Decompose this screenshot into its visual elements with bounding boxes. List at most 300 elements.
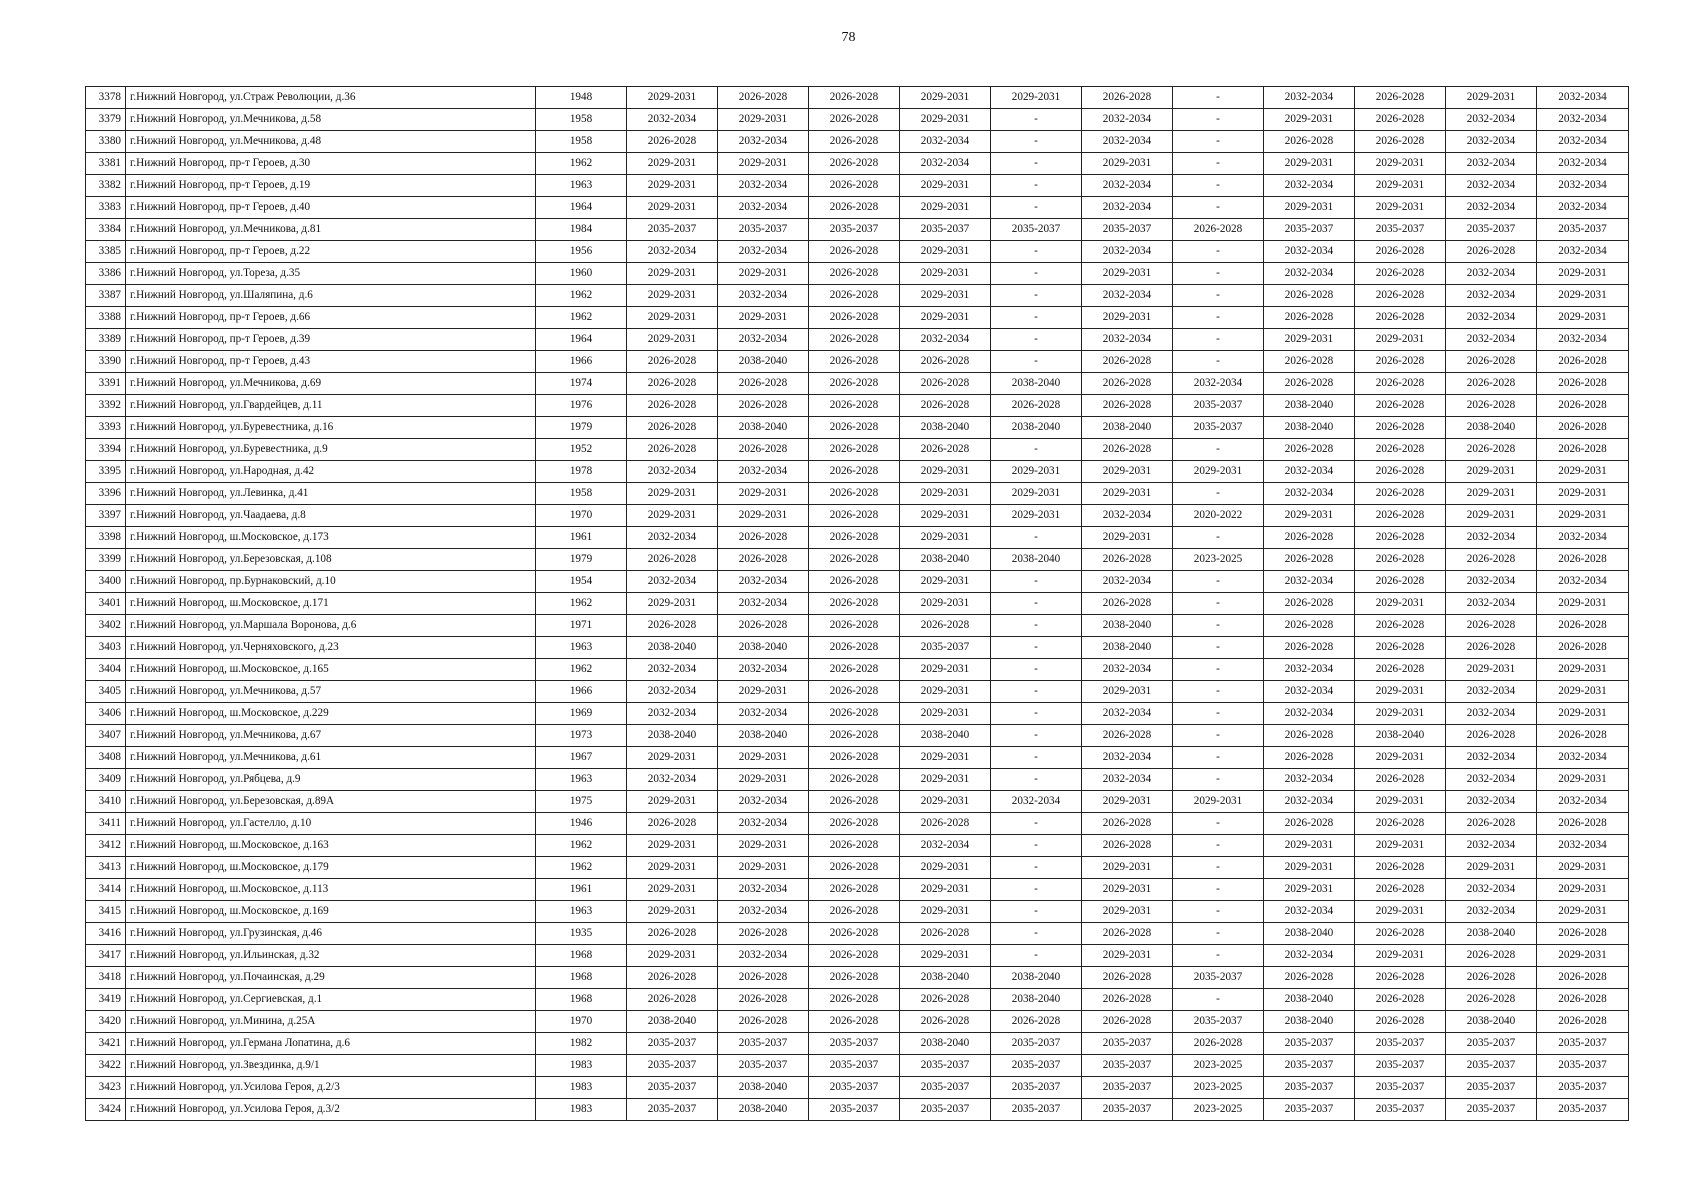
cell-row-number: 3411 (86, 813, 126, 835)
cell-address: г.Нижний Новгород, ул.Германа Лопатина, д.6 (126, 1033, 536, 1055)
cell-period-6: 2026-2028 (1082, 725, 1173, 747)
cell-year-built: 1958 (536, 131, 627, 153)
cell-period-7: - (1173, 901, 1264, 923)
cell-period-6: 2032-2034 (1082, 197, 1173, 219)
cell-period-7: - (1173, 703, 1264, 725)
cell-period-9: 2029-2031 (1355, 681, 1446, 703)
cell-period-5: - (991, 263, 1082, 285)
cell-row-number: 3391 (86, 373, 126, 395)
cell-period-6: 2026-2028 (1082, 87, 1173, 109)
cell-period-10: 2032-2034 (1446, 747, 1537, 769)
cell-row-number: 3404 (86, 659, 126, 681)
cell-period-10: 2029-2031 (1446, 857, 1537, 879)
cell-period-7: - (1173, 989, 1264, 1011)
cell-year-built: 1979 (536, 549, 627, 571)
cell-year-built: 1954 (536, 571, 627, 593)
cell-period-5: - (991, 813, 1082, 835)
cell-year-built: 1975 (536, 791, 627, 813)
cell-period-10: 2032-2034 (1446, 329, 1537, 351)
cell-year-built: 1970 (536, 505, 627, 527)
cell-year-built: 1962 (536, 307, 627, 329)
table-row (86, 879, 1629, 901)
cell-year-built: 1963 (536, 637, 627, 659)
cell-year-built: 1970 (536, 1011, 627, 1033)
table-row (86, 351, 1629, 373)
cell-address: г.Нижний Новгород, ул.Почаинская, д.29 (126, 967, 536, 989)
cell-period-1: 2029-2031 (627, 901, 718, 923)
cell-period-9: 2026-2028 (1355, 989, 1446, 1011)
table-row (86, 153, 1629, 175)
cell-address: г.Нижний Новгород, пр-т Героев, д.19 (126, 175, 536, 197)
cell-period-8: 2026-2028 (1264, 549, 1355, 571)
cell-period-9: 2029-2031 (1355, 703, 1446, 725)
cell-year-built: 1963 (536, 175, 627, 197)
cell-period-4: 2035-2037 (900, 1055, 991, 1077)
cell-period-8: 2026-2028 (1264, 615, 1355, 637)
cell-period-2: 2038-2040 (718, 417, 809, 439)
cell-period-2: 2029-2031 (718, 263, 809, 285)
cell-period-7: - (1173, 879, 1264, 901)
cell-period-1: 2029-2031 (627, 197, 718, 219)
cell-period-1: 2029-2031 (627, 593, 718, 615)
cell-period-4: 2026-2028 (900, 615, 991, 637)
cell-period-6: 2032-2034 (1082, 747, 1173, 769)
table-row (86, 1011, 1629, 1033)
cell-period-11: 2026-2028 (1537, 967, 1629, 989)
cell-period-10: 2032-2034 (1446, 703, 1537, 725)
cell-period-3: 2026-2028 (809, 483, 900, 505)
cell-period-7: - (1173, 813, 1264, 835)
cell-period-11: 2035-2037 (1537, 1099, 1629, 1121)
cell-period-7: - (1173, 593, 1264, 615)
cell-row-number: 3415 (86, 901, 126, 923)
cell-period-7: - (1173, 109, 1264, 131)
cell-period-9: 2029-2031 (1355, 791, 1446, 813)
cell-period-7: - (1173, 329, 1264, 351)
cell-period-1: 2029-2031 (627, 285, 718, 307)
cell-year-built: 1962 (536, 659, 627, 681)
cell-period-8: 2029-2031 (1264, 329, 1355, 351)
table-row (86, 901, 1629, 923)
cell-period-6: 2029-2031 (1082, 879, 1173, 901)
cell-period-8: 2038-2040 (1264, 923, 1355, 945)
cell-period-7: 2032-2034 (1173, 373, 1264, 395)
cell-period-4: 2029-2031 (900, 791, 991, 813)
cell-period-1: 2032-2034 (627, 109, 718, 131)
cell-period-2: 2026-2028 (718, 615, 809, 637)
cell-period-11: 2029-2031 (1537, 505, 1629, 527)
cell-period-11: 2029-2031 (1537, 901, 1629, 923)
cell-period-3: 2026-2028 (809, 681, 900, 703)
cell-period-11: 2026-2028 (1537, 637, 1629, 659)
cell-period-4: 2029-2031 (900, 747, 991, 769)
cell-period-10: 2032-2034 (1446, 593, 1537, 615)
table-row (86, 1099, 1629, 1121)
cell-period-1: 2029-2031 (627, 263, 718, 285)
cell-period-3: 2026-2028 (809, 791, 900, 813)
cell-row-number: 3422 (86, 1055, 126, 1077)
cell-period-11: 2032-2034 (1537, 153, 1629, 175)
cell-year-built: 1962 (536, 857, 627, 879)
cell-period-6: 2026-2028 (1082, 813, 1173, 835)
cell-year-built: 1952 (536, 439, 627, 461)
cell-period-11: 2026-2028 (1537, 395, 1629, 417)
cell-period-11: 2026-2028 (1537, 813, 1629, 835)
cell-year-built: 1978 (536, 461, 627, 483)
cell-period-1: 2026-2028 (627, 439, 718, 461)
cell-period-8: 2026-2028 (1264, 131, 1355, 153)
cell-period-8: 2038-2040 (1264, 989, 1355, 1011)
cell-period-4: 2029-2031 (900, 197, 991, 219)
cell-period-6: 2032-2034 (1082, 505, 1173, 527)
cell-period-3: 2026-2028 (809, 131, 900, 153)
table-row (86, 483, 1629, 505)
cell-address: г.Нижний Новгород, ул.Мечникова, д.58 (126, 109, 536, 131)
cell-period-2: 2032-2034 (718, 703, 809, 725)
cell-period-11: 2026-2028 (1537, 615, 1629, 637)
cell-period-5: - (991, 725, 1082, 747)
cell-year-built: 1971 (536, 615, 627, 637)
cell-period-3: 2026-2028 (809, 593, 900, 615)
cell-period-5: - (991, 241, 1082, 263)
cell-period-1: 2035-2037 (627, 1099, 718, 1121)
cell-row-number: 3378 (86, 87, 126, 109)
cell-period-10: 2029-2031 (1446, 87, 1537, 109)
table-row (86, 747, 1629, 769)
cell-period-1: 2026-2028 (627, 615, 718, 637)
cell-period-6: 2032-2034 (1082, 109, 1173, 131)
cell-period-5: - (991, 637, 1082, 659)
cell-period-9: 2029-2031 (1355, 197, 1446, 219)
cell-row-number: 3389 (86, 329, 126, 351)
cell-period-4: 2029-2031 (900, 87, 991, 109)
cell-period-4: 2029-2031 (900, 527, 991, 549)
cell-period-5: - (991, 923, 1082, 945)
cell-period-3: 2035-2037 (809, 1099, 900, 1121)
cell-period-6: 2026-2028 (1082, 373, 1173, 395)
cell-period-1: 2038-2040 (627, 637, 718, 659)
cell-period-9: 2029-2031 (1355, 945, 1446, 967)
cell-address: г.Нижний Новгород, ул.Буревестника, д.9 (126, 439, 536, 461)
cell-row-number: 3382 (86, 175, 126, 197)
housing-register-table (85, 86, 1629, 1121)
cell-period-2: 2032-2034 (718, 285, 809, 307)
cell-row-number: 3410 (86, 791, 126, 813)
cell-period-6: 2026-2028 (1082, 967, 1173, 989)
cell-period-9: 2026-2028 (1355, 483, 1446, 505)
cell-period-6: 2029-2031 (1082, 681, 1173, 703)
cell-period-8: 2032-2034 (1264, 703, 1355, 725)
cell-address: г.Нижний Новгород, ул.Маршала Воронова, д.6 (126, 615, 536, 637)
cell-period-11: 2032-2034 (1537, 175, 1629, 197)
table-row (86, 989, 1629, 1011)
cell-period-9: 2035-2037 (1355, 1099, 1446, 1121)
cell-period-5: 2038-2040 (991, 989, 1082, 1011)
cell-period-2: 2029-2031 (718, 153, 809, 175)
cell-period-4: 2032-2034 (900, 131, 991, 153)
cell-period-8: 2026-2028 (1264, 813, 1355, 835)
cell-period-7: - (1173, 835, 1264, 857)
cell-period-7: - (1173, 527, 1264, 549)
cell-period-11: 2032-2034 (1537, 197, 1629, 219)
cell-period-2: 2038-2040 (718, 1077, 809, 1099)
cell-address: г.Нижний Новгород, ул.Мечникова, д.61 (126, 747, 536, 769)
cell-period-9: 2026-2028 (1355, 87, 1446, 109)
cell-period-11: 2026-2028 (1537, 351, 1629, 373)
cell-period-10: 2032-2034 (1446, 879, 1537, 901)
cell-period-9: 2038-2040 (1355, 725, 1446, 747)
cell-period-5: 2038-2040 (991, 373, 1082, 395)
cell-period-1: 2026-2028 (627, 967, 718, 989)
cell-period-2: 2026-2028 (718, 989, 809, 1011)
cell-period-8: 2035-2037 (1264, 1077, 1355, 1099)
cell-period-1: 2038-2040 (627, 725, 718, 747)
cell-period-7: 2023-2025 (1173, 1099, 1264, 1121)
cell-period-2: 2029-2031 (718, 681, 809, 703)
cell-period-3: 2026-2028 (809, 879, 900, 901)
cell-year-built: 1982 (536, 1033, 627, 1055)
cell-period-7: 2035-2037 (1173, 967, 1264, 989)
cell-address: г.Нижний Новгород, ул.Грузинская, д.46 (126, 923, 536, 945)
cell-row-number: 3420 (86, 1011, 126, 1033)
cell-period-7: - (1173, 285, 1264, 307)
cell-period-4: 2029-2031 (900, 879, 991, 901)
cell-period-6: 2032-2034 (1082, 241, 1173, 263)
cell-period-3: 2026-2028 (809, 109, 900, 131)
table-row (86, 571, 1629, 593)
table-row (86, 703, 1629, 725)
cell-period-3: 2026-2028 (809, 175, 900, 197)
cell-period-10: 2026-2028 (1446, 549, 1537, 571)
cell-row-number: 3400 (86, 571, 126, 593)
cell-period-2: 2026-2028 (718, 1011, 809, 1033)
cell-address: г.Нижний Новгород, ш.Московское, д.169 (126, 901, 536, 923)
cell-period-1: 2032-2034 (627, 527, 718, 549)
cell-row-number: 3386 (86, 263, 126, 285)
cell-period-5: - (991, 857, 1082, 879)
page-number: 78 (841, 30, 856, 45)
cell-row-number: 3380 (86, 131, 126, 153)
cell-year-built: 1962 (536, 153, 627, 175)
cell-period-2: 2029-2031 (718, 307, 809, 329)
cell-period-11: 2032-2034 (1537, 571, 1629, 593)
cell-period-5: 2029-2031 (991, 461, 1082, 483)
cell-address: г.Нижний Новгород, ш.Московское, д.171 (126, 593, 536, 615)
cell-period-8: 2038-2040 (1264, 395, 1355, 417)
cell-period-4: 2029-2031 (900, 461, 991, 483)
table-row (86, 1055, 1629, 1077)
cell-period-2: 2032-2034 (718, 945, 809, 967)
cell-period-6: 2026-2028 (1082, 593, 1173, 615)
cell-period-5: - (991, 351, 1082, 373)
cell-period-5: 2029-2031 (991, 505, 1082, 527)
cell-period-11: 2029-2031 (1537, 879, 1629, 901)
cell-year-built: 1983 (536, 1055, 627, 1077)
cell-period-8: 2032-2034 (1264, 769, 1355, 791)
cell-year-built: 1946 (536, 813, 627, 835)
cell-period-7: - (1173, 681, 1264, 703)
cell-period-5: - (991, 659, 1082, 681)
cell-period-7: - (1173, 175, 1264, 197)
cell-period-2: 2035-2037 (718, 1033, 809, 1055)
cell-period-7: - (1173, 615, 1264, 637)
cell-address: г.Нижний Новгород, ул.Ильинская, д.32 (126, 945, 536, 967)
cell-period-1: 2029-2031 (627, 175, 718, 197)
cell-period-9: 2029-2031 (1355, 747, 1446, 769)
cell-period-1: 2032-2034 (627, 571, 718, 593)
cell-period-3: 2026-2028 (809, 615, 900, 637)
cell-period-9: 2029-2031 (1355, 901, 1446, 923)
table-row (86, 769, 1629, 791)
cell-period-7: 2035-2037 (1173, 395, 1264, 417)
cell-period-1: 2032-2034 (627, 659, 718, 681)
cell-period-1: 2035-2037 (627, 1033, 718, 1055)
cell-period-5: - (991, 329, 1082, 351)
cell-address: г.Нижний Новгород, ш.Московское, д.165 (126, 659, 536, 681)
table-row (86, 813, 1629, 835)
cell-row-number: 3392 (86, 395, 126, 417)
cell-period-5: - (991, 615, 1082, 637)
cell-period-2: 2032-2034 (718, 329, 809, 351)
cell-period-4: 2029-2031 (900, 945, 991, 967)
cell-year-built: 1962 (536, 285, 627, 307)
cell-period-11: 2029-2031 (1537, 461, 1629, 483)
cell-period-10: 2038-2040 (1446, 417, 1537, 439)
cell-period-7: - (1173, 263, 1264, 285)
cell-period-2: 2032-2034 (718, 593, 809, 615)
cell-period-6: 2029-2031 (1082, 857, 1173, 879)
cell-period-9: 2035-2037 (1355, 1055, 1446, 1077)
table-row (86, 329, 1629, 351)
cell-period-9: 2026-2028 (1355, 109, 1446, 131)
table-row (86, 307, 1629, 329)
cell-period-7: 2029-2031 (1173, 791, 1264, 813)
cell-period-9: 2026-2028 (1355, 769, 1446, 791)
cell-period-3: 2026-2028 (809, 923, 900, 945)
table-row (86, 395, 1629, 417)
cell-address: г.Нижний Новгород, ш.Московское, д.113 (126, 879, 536, 901)
cell-period-6: 2026-2028 (1082, 923, 1173, 945)
cell-address: г.Нижний Новгород, ул.Тореза, д.35 (126, 263, 536, 285)
cell-period-5: - (991, 945, 1082, 967)
cell-period-3: 2026-2028 (809, 989, 900, 1011)
cell-period-11: 2026-2028 (1537, 725, 1629, 747)
table-row (86, 87, 1629, 109)
cell-period-6: 2029-2031 (1082, 153, 1173, 175)
cell-period-1: 2029-2031 (627, 945, 718, 967)
cell-address: г.Нижний Новгород, ул.Мечникова, д.57 (126, 681, 536, 703)
cell-period-11: 2035-2037 (1537, 1033, 1629, 1055)
cell-address: г.Нижний Новгород, ул.Рябцева, д.9 (126, 769, 536, 791)
cell-period-6: 2035-2037 (1082, 1055, 1173, 1077)
cell-period-5: - (991, 175, 1082, 197)
cell-period-2: 2029-2031 (718, 835, 809, 857)
cell-row-number: 3409 (86, 769, 126, 791)
cell-period-6: 2032-2034 (1082, 175, 1173, 197)
cell-year-built: 1976 (536, 395, 627, 417)
cell-period-9: 2026-2028 (1355, 241, 1446, 263)
cell-period-3: 2026-2028 (809, 263, 900, 285)
cell-period-3: 2026-2028 (809, 241, 900, 263)
cell-period-1: 2032-2034 (627, 241, 718, 263)
cell-period-7: 2023-2025 (1173, 549, 1264, 571)
cell-year-built: 1960 (536, 263, 627, 285)
cell-period-10: 2029-2031 (1446, 659, 1537, 681)
cell-period-7: - (1173, 87, 1264, 109)
table-row (86, 241, 1629, 263)
cell-period-11: 2032-2034 (1537, 329, 1629, 351)
cell-period-9: 2026-2028 (1355, 967, 1446, 989)
cell-period-1: 2026-2028 (627, 131, 718, 153)
table-row (86, 109, 1629, 131)
cell-address: г.Нижний Новгород, пр.Бурнаковский, д.10 (126, 571, 536, 593)
cell-period-9: 2026-2028 (1355, 813, 1446, 835)
cell-period-2: 2032-2034 (718, 131, 809, 153)
cell-period-8: 2026-2028 (1264, 593, 1355, 615)
cell-period-3: 2026-2028 (809, 967, 900, 989)
cell-row-number: 3414 (86, 879, 126, 901)
cell-period-5: 2038-2040 (991, 967, 1082, 989)
cell-row-number: 3419 (86, 989, 126, 1011)
cell-period-4: 2026-2028 (900, 351, 991, 373)
cell-period-3: 2026-2028 (809, 703, 900, 725)
cell-period-4: 2029-2031 (900, 109, 991, 131)
cell-period-9: 2026-2028 (1355, 417, 1446, 439)
cell-period-6: 2029-2031 (1082, 263, 1173, 285)
cell-period-5: 2035-2037 (991, 1077, 1082, 1099)
cell-period-1: 2029-2031 (627, 307, 718, 329)
table-body (86, 87, 1629, 1121)
cell-period-4: 2029-2031 (900, 285, 991, 307)
cell-period-5: 2035-2037 (991, 219, 1082, 241)
cell-period-2: 2029-2031 (718, 747, 809, 769)
cell-period-9: 2035-2037 (1355, 1033, 1446, 1055)
cell-period-5: - (991, 153, 1082, 175)
cell-period-4: 2038-2040 (900, 549, 991, 571)
cell-period-3: 2026-2028 (809, 417, 900, 439)
cell-row-number: 3398 (86, 527, 126, 549)
cell-period-3: 2026-2028 (809, 351, 900, 373)
cell-period-6: 2035-2037 (1082, 219, 1173, 241)
cell-period-10: 2032-2034 (1446, 153, 1537, 175)
cell-period-1: 2029-2031 (627, 87, 718, 109)
cell-row-number: 3383 (86, 197, 126, 219)
cell-period-5: 2026-2028 (991, 395, 1082, 417)
cell-row-number: 3387 (86, 285, 126, 307)
cell-year-built: 1966 (536, 681, 627, 703)
cell-period-3: 2026-2028 (809, 901, 900, 923)
cell-period-7: 2020-2022 (1173, 505, 1264, 527)
cell-period-1: 2029-2031 (627, 505, 718, 527)
cell-address: г.Нижний Новгород, ул.Гастелло, д.10 (126, 813, 536, 835)
cell-period-2: 2032-2034 (718, 791, 809, 813)
cell-period-2: 2026-2028 (718, 373, 809, 395)
cell-period-3: 2026-2028 (809, 373, 900, 395)
cell-period-11: 2029-2031 (1537, 659, 1629, 681)
cell-period-11: 2029-2031 (1537, 483, 1629, 505)
cell-address: г.Нижний Новгород, ул.Буревестника, д.16 (126, 417, 536, 439)
cell-period-10: 2026-2028 (1446, 351, 1537, 373)
cell-period-4: 2029-2031 (900, 571, 991, 593)
cell-period-10: 2029-2031 (1446, 483, 1537, 505)
cell-period-11: 2032-2034 (1537, 87, 1629, 109)
cell-address: г.Нижний Новгород, ул.Звездинка, д.9/1 (126, 1055, 536, 1077)
cell-period-1: 2038-2040 (627, 1011, 718, 1033)
cell-period-6: 2032-2034 (1082, 329, 1173, 351)
cell-period-2: 2035-2037 (718, 1055, 809, 1077)
cell-row-number: 3384 (86, 219, 126, 241)
cell-period-5: - (991, 593, 1082, 615)
